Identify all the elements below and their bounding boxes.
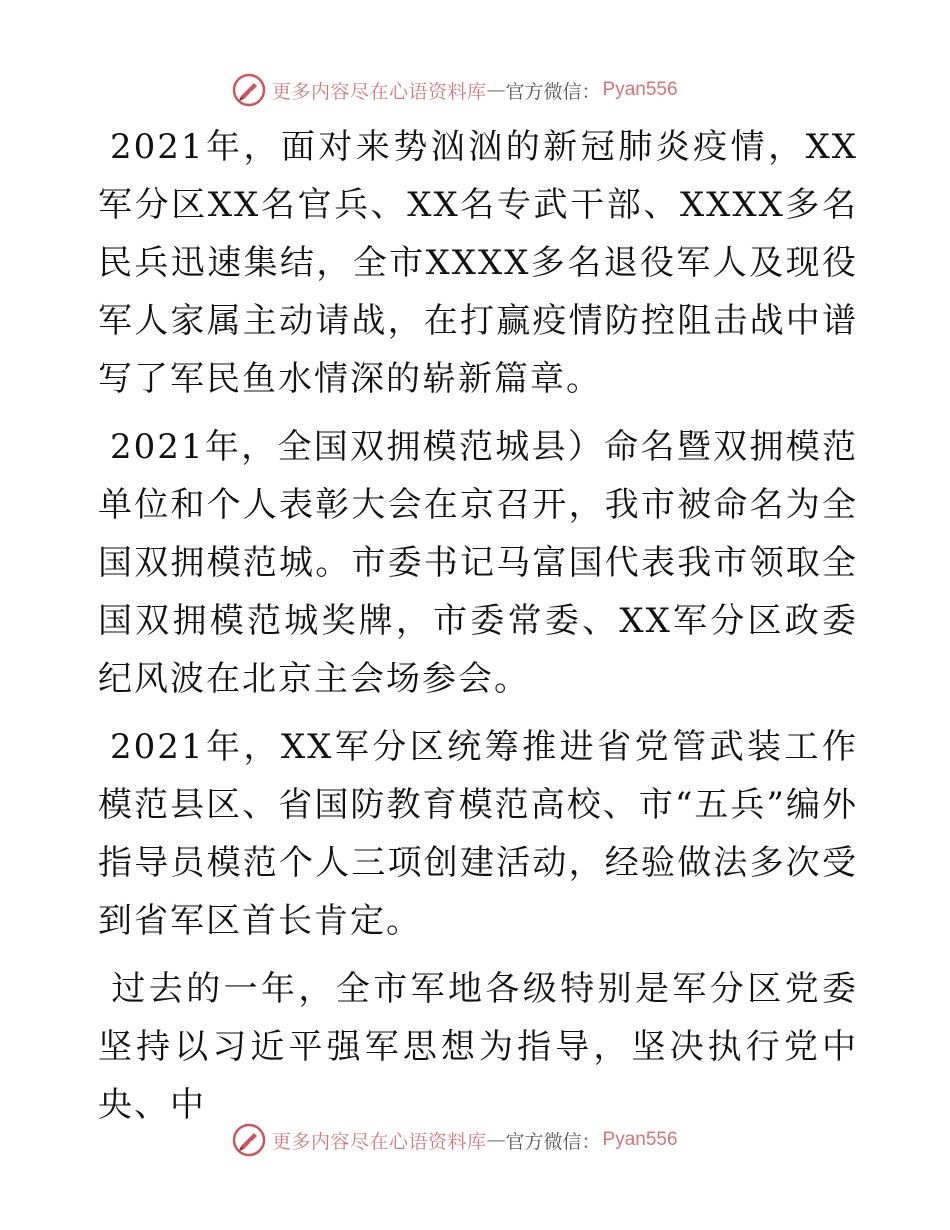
paragraph-4	[98, 960, 858, 1134]
paragraph-text: 2021年，XX军分区统筹推进省党管武装工作模范县区、省国防教育模范高校、市“五兵”编外指导员模范个人三项创建活动，经验做法多次受到省军区首长肯定。	[98, 727, 858, 941]
header-watermark	[232, 72, 732, 108]
pen-logo-icon	[232, 73, 266, 107]
paragraph-3	[98, 718, 858, 950]
paragraph-text: 过去的一年，全市军地各级特别是军分区党委坚持以习近平强军思想为指导，坚决执行党中央、中	[98, 969, 858, 1125]
watermark-separator: —	[486, 79, 506, 101]
watermark-official-label: 官方微信：	[505, 1130, 601, 1153]
watermark-text: 更多内容尽在心语资料库	[272, 1130, 487, 1153]
pen-logo-icon	[232, 1123, 266, 1157]
document-body	[98, 118, 858, 1144]
watermark-separator: —	[486, 1129, 506, 1151]
watermark-official-label: 官方微信：	[505, 80, 601, 103]
paragraph-2	[98, 418, 858, 708]
watermark-text: 更多内容尽在心语资料库	[272, 80, 487, 103]
paragraph-text: 2021年，面对来势汹汹的新冠肺炎疫情，XX军分区XX名官兵、XX名专武干部、XXXX多名民兵迅速集结，全市XXXX多名退役军人及现役军人家属主动请战，在打赢疫情防控阻击战中谱写了军民鱼水情深的崭新篇章。	[98, 127, 858, 399]
watermark-wechat-id: Pyan556	[602, 1129, 678, 1150]
footer-watermark	[232, 1122, 732, 1158]
paragraph-1	[98, 118, 858, 408]
watermark-wechat-id: Pyan556	[602, 79, 678, 100]
paragraph-text: 2021年，全国双拥模范城县）命名暨双拥模范单位和个人表彰大会在京召开，我市被命名为全国双拥模范城。市委书记马富国代表我市领取全国双拥模范城奖牌，市委常委、XX军分区政委纪风波在北京主会场参会。	[98, 427, 858, 699]
